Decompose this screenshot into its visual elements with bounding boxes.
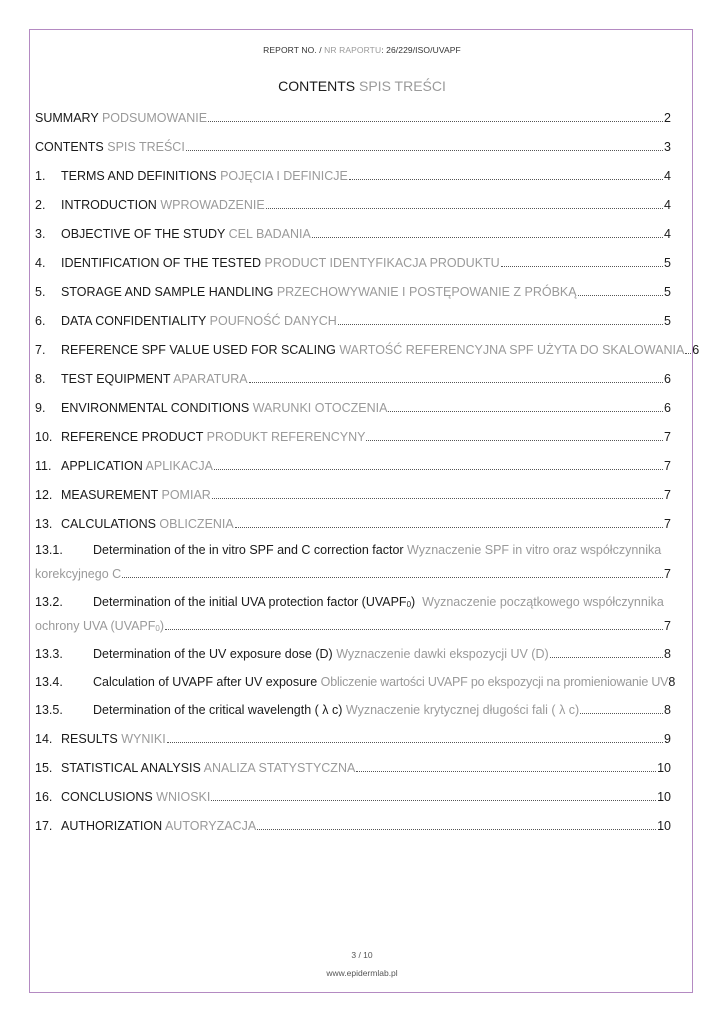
toc-leader-dots [501, 265, 663, 267]
toc-label-en: CONTENTS [35, 140, 104, 154]
toc-entry[interactable] [35, 357, 671, 386]
toc-page: 6 [692, 343, 700, 357]
toc-label-en: Determination of the critical wavelength ( λ c) [93, 703, 343, 717]
toc-number: 13.3. [35, 647, 63, 661]
report-number: : 26/229/ISO/UVAPF [381, 45, 461, 55]
toc-label-pl: CEL BADANIA [228, 227, 311, 241]
toc-label [61, 227, 311, 241]
toc-entry[interactable] [35, 415, 671, 444]
toc-label-en: ENVIRONMENTAL CONDITIONS [61, 401, 250, 415]
toc-label-en: MEASUREMENT [61, 488, 159, 502]
toc-label-pl: PRODUCT IDENTYFIKACJA PRODUKTU [264, 256, 500, 270]
toc-entry[interactable] [35, 804, 671, 833]
toc-entry[interactable] [35, 444, 671, 473]
toc-label-pl: POJĘCIA I DEFINICJE [220, 169, 348, 183]
toc-label-pl-end: ) [159, 619, 165, 633]
toc-label [61, 314, 337, 328]
toc-number: 4. [35, 256, 46, 270]
toc-label-en: SUMMARY [35, 111, 99, 125]
toc-label-en: Calculation of UVAPF after UV exposure [93, 675, 318, 689]
toc-leader-dots [167, 741, 663, 743]
toc-label-pl: PODSUMOWANIE [101, 111, 208, 125]
toc-page: 7 [664, 488, 671, 502]
toc-number: 16. [35, 790, 53, 804]
toc-entry[interactable] [35, 746, 671, 775]
toc-entry-13-5[interactable] [35, 689, 671, 717]
toc-leader-dots [338, 323, 663, 325]
toc-label-en: OBJECTIVE OF THE STUDY [61, 227, 226, 241]
toc-entry[interactable] [35, 125, 671, 154]
toc-label-pl: OBLICZENIA [159, 517, 234, 531]
toc-page: 8 [668, 675, 676, 689]
toc-entry[interactable] [35, 502, 671, 531]
toc-leader-dots [685, 352, 691, 354]
toc-entry[interactable] [35, 775, 671, 804]
toc-leader-dots [266, 207, 663, 209]
toc-page: 4 [664, 198, 671, 212]
toc-number: 5. [35, 285, 46, 299]
toc-entry[interactable] [35, 212, 671, 241]
toc-page: 9 [664, 732, 671, 746]
toc-label-pl: AUTORYZACJA [164, 819, 257, 833]
toc-label-en: STATISTICAL ANALYSIS [61, 761, 201, 775]
toc-label [61, 430, 365, 444]
toc-label-pl: APARATURA [173, 372, 248, 386]
toc-entry[interactable] [35, 473, 671, 502]
toc-label-pl: Wyznaczenie początkowego współczynnika [422, 595, 664, 609]
toc-label-en: Determination of the initial UVA protection factor (UVAPF [93, 595, 407, 609]
toc-label-en: Determination of the in vitro SPF and C correction factor [93, 543, 404, 557]
toc-label-en: AUTHORIZATION [61, 819, 163, 833]
toc-entry[interactable] [35, 183, 671, 212]
toc-label-pl: APLIKACJA [145, 459, 213, 473]
toc-entry[interactable] [35, 241, 671, 270]
toc-leader-dots [186, 149, 663, 151]
toc-label-en: Determination of the UV exposure dose (D) [93, 647, 333, 661]
toc-label-pl-cont: korekcyjnego C [35, 567, 122, 581]
toc-number: 13.1. [35, 543, 63, 557]
toc-page: 8 [664, 703, 671, 717]
toc-label [61, 169, 348, 183]
toc-label-en: REFERENCE PRODUCT [61, 430, 204, 444]
toc-label-en: APPLICATION [61, 459, 143, 473]
toc-label [61, 732, 166, 746]
toc-number: 17. [35, 819, 53, 833]
toc-page: 5 [664, 285, 671, 299]
toc-label [61, 343, 684, 357]
toc-label-en: INTRODUCTION [61, 198, 157, 212]
toc-label-pl: WYNIKI [121, 732, 166, 746]
toc-page: 7 [664, 459, 671, 473]
toc-label-pl: WPROWADZENIE [160, 198, 265, 212]
toc-label-en: CALCULATIONS [61, 517, 156, 531]
toc-label-pl: WNIOSKI [156, 790, 211, 804]
toc-label-en: CONCLUSIONS [61, 790, 153, 804]
toc-label-en: REFERENCE SPF VALUE USED FOR SCALING [61, 343, 336, 357]
toc-number: 13. [35, 517, 53, 531]
toc-label-en: IDENTIFICATION OF THE TESTED [61, 256, 262, 270]
toc-label [61, 372, 248, 386]
toc-label [61, 819, 256, 833]
title-en: CONTENTS [278, 78, 356, 94]
toc-entry-13-4[interactable] [35, 661, 676, 689]
report-label-en: REPORT NO. / [263, 45, 325, 55]
toc-page: 6 [664, 401, 671, 415]
toc-page: 5 [664, 256, 671, 270]
toc-page: 7 [664, 430, 671, 444]
toc-label [61, 285, 577, 299]
toc-leader-dots [214, 468, 663, 470]
page-number: 3 / 10 [351, 950, 373, 960]
toc-label-en: RESULTS [61, 732, 118, 746]
toc-number: 13.2. [35, 595, 63, 609]
toc-leader-dots [578, 294, 663, 296]
toc-leader-dots [249, 381, 663, 383]
toc-entry-13-3[interactable] [35, 633, 671, 661]
toc-page: 7 [664, 517, 671, 531]
toc-label [35, 140, 185, 154]
toc-number: 1. [35, 169, 46, 183]
toc-label-en: DATA CONFIDENTIALITY [61, 314, 207, 328]
title-pl: SPIS TREŚCI [359, 78, 446, 94]
toc-number: 3. [35, 227, 46, 241]
toc-number: 12. [35, 488, 53, 502]
toc-leader-dots [257, 828, 656, 830]
toc-entry[interactable] [35, 717, 671, 746]
toc-number: 6. [35, 314, 46, 328]
toc-label-en: TEST EQUIPMENT [61, 372, 171, 386]
toc-entry[interactable] [35, 270, 671, 299]
toc-page: 10 [657, 790, 671, 804]
toc-number: 15. [35, 761, 53, 775]
toc-leader-dots [211, 799, 656, 801]
toc-number: 14. [35, 732, 53, 746]
toc-label [61, 401, 387, 415]
toc-entry-13-2[interactable] [35, 583, 671, 633]
toc-label-pl: SPIS TREŚCI [107, 140, 185, 154]
toc-leader-dots [388, 410, 663, 412]
toc-number: 2. [35, 198, 46, 212]
footer-website-link[interactable]: www.epidermlab.pl [326, 968, 398, 978]
toc-leader-dots [366, 439, 663, 441]
toc-leader-dots [356, 770, 656, 772]
toc-page: 4 [664, 169, 671, 183]
toc-leader-dots [212, 497, 663, 499]
toc-entry[interactable] [35, 328, 700, 357]
toc-page: 4 [664, 227, 671, 241]
toc-label-pl: POMIAR [161, 488, 211, 502]
toc-label-pl-sub: 0 [155, 624, 160, 633]
toc-label-pl-cont: ochrony UVA (UVAPF [35, 619, 156, 633]
table-of-contents [35, 96, 700, 833]
toc-label-pl: WARUNKI OTOCZENIA [252, 401, 388, 415]
toc-leader-dots [208, 120, 663, 122]
toc-label-en-sub: 0 [406, 600, 412, 609]
toc-number: 8. [35, 372, 46, 386]
toc-label-pl: Wyznaczenie dawki ekspozycji UV (D) [336, 647, 549, 661]
toc-page: 10 [657, 761, 671, 775]
toc-label-en: STORAGE AND SAMPLE HANDLING [61, 285, 274, 299]
toc-leader-dots [235, 526, 663, 528]
toc-label-pl: ANALIZA STATYSTYCZNA [203, 761, 356, 775]
toc-label [61, 790, 210, 804]
toc-label [61, 517, 234, 531]
toc-page: 7 [664, 619, 671, 633]
toc-label-pl: WARTOŚĆ REFERENCYJNA SPF UŻYTA DO SKALOWANIA [339, 343, 685, 357]
toc-entry[interactable] [35, 154, 671, 183]
toc-entry-13-1[interactable] [35, 531, 671, 581]
toc-label-pl: Wyznaczenie SPF in vitro oraz współczynnika [407, 543, 662, 557]
toc-label-pl: PRODUKT REFERENCYNY [206, 430, 366, 444]
toc-label [61, 761, 355, 775]
toc-page: 7 [664, 567, 671, 581]
toc-number: 11. [35, 459, 52, 473]
toc-label-en: TERMS AND DEFINITIONS [61, 169, 217, 183]
toc-leader-dots [349, 178, 663, 180]
toc-entry[interactable] [35, 386, 671, 415]
toc-label [61, 459, 213, 473]
toc-label-pl: Obliczenie wartości UVAPF po ekspozycji na promieniowanie UV [320, 675, 669, 689]
toc-label-en-end: ) [411, 595, 416, 609]
toc-number: 7. [35, 343, 46, 357]
toc-number: 13.4. [35, 675, 63, 689]
toc-page: 2 [664, 111, 671, 125]
toc-label-pl: POUFNOŚĆ DANYCH [209, 314, 337, 328]
toc-number: 13.5. [35, 703, 63, 717]
toc-entry[interactable] [35, 299, 671, 328]
toc-page: 6 [664, 372, 671, 386]
toc-label-pl: PRZECHOWYWANIE I POSTĘPOWANIE Z PRÓBKĄ [276, 285, 577, 299]
page-title [0, 78, 724, 94]
toc-page: 3 [664, 140, 671, 154]
toc-number: 10. [35, 430, 53, 444]
toc-label [61, 198, 265, 212]
toc-page: 8 [664, 647, 671, 661]
toc-number: 9. [35, 401, 46, 415]
toc-label [61, 488, 211, 502]
report-header [0, 45, 724, 55]
toc-page: 5 [664, 314, 671, 328]
report-label-pl: NR RAPORTU [324, 45, 382, 55]
toc-leader-dots [312, 236, 663, 238]
toc-page: 10 [657, 819, 671, 833]
toc-label-pl: Wyznaczenie krytycznej długości fali ( λ c) [345, 703, 580, 717]
toc-entry[interactable] [35, 96, 671, 125]
toc-label [61, 256, 500, 270]
toc-label [35, 111, 207, 125]
